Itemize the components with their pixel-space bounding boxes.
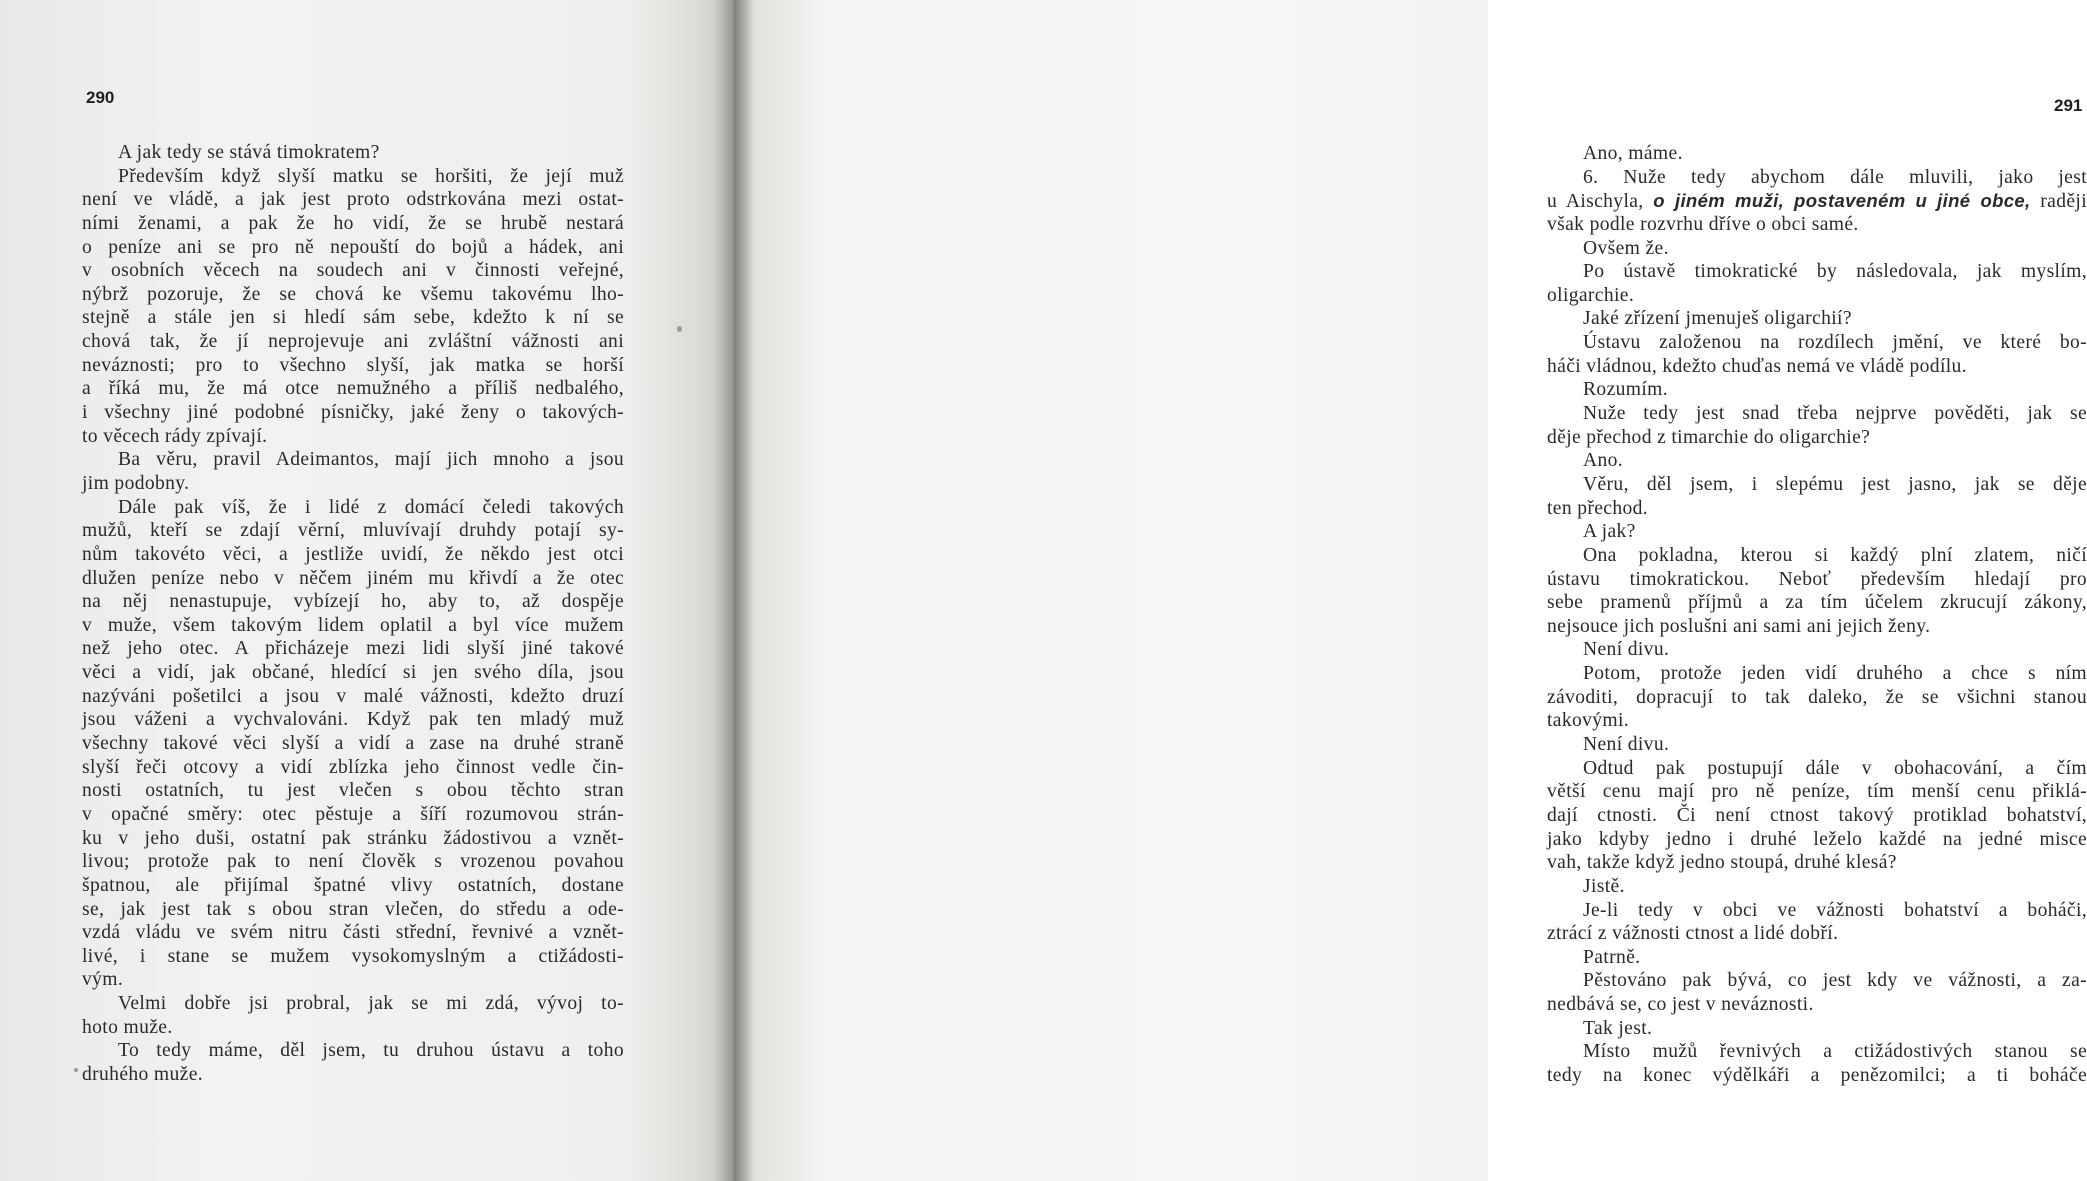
text-line: v muže, všem takovým lidem oplatil a byl více mužem xyxy=(82,614,624,636)
text-line: Pěstováno pak bývá, co jest kdy ve vážnosti, a za- xyxy=(1583,970,2087,992)
text-line: i všechny jiné podobné písničky, jaké ženy o takových- xyxy=(82,402,624,424)
text-line: Tak jest. xyxy=(1583,1017,1653,1039)
text-line: Především když slyší matku se horšiti, že její muž xyxy=(118,165,624,187)
text-line: dlužen peníze nebo v něčem jiném mu křivdí a že otec xyxy=(82,567,624,589)
right-page xyxy=(734,0,2087,1181)
text-line: Ano, máme. xyxy=(1583,143,1683,164)
paper-speck xyxy=(677,326,682,332)
text-line: ústavu timokratickou. Neboť především hledají pro xyxy=(1547,568,2087,590)
text-line: to věcech rády zpívají. xyxy=(82,425,268,447)
right-page-text xyxy=(1547,142,2087,1088)
left-page xyxy=(0,0,734,1181)
text-line: na něj nenastupuje, vybízejí ho, aby to, až dospěje xyxy=(82,591,624,613)
text-line: větší cenu mají pro ně peníze, tím menší cenu přiklá- xyxy=(1547,781,2087,803)
text-line: ten přechod. xyxy=(1547,497,1649,519)
text-line: nosti ostatních, tu jest vlečen s obou těchto stran xyxy=(82,780,624,802)
text-line: než jeho otec. A přicházeje mezi lidi slyší jiné takové xyxy=(82,638,624,660)
text-line: nazýváni pošetilci a jsou v malé vážnosti, kdežto druzí xyxy=(82,685,624,707)
text-line: hoto muže. xyxy=(82,1016,173,1038)
text-line: livou; protože pak to není člověk s vrozenou povahou xyxy=(82,851,624,873)
page-number-left: 290 xyxy=(86,88,115,107)
text-line: Po ústavě timokratické by následovala, jak myslím, xyxy=(1583,261,2087,283)
text-line: sebe pramenů příjmů a za tím účelem zkrucují zákony, xyxy=(1547,592,2087,614)
text-line: o peníze ani se pro ně nepouští do bojů a hádek, ani xyxy=(82,236,624,258)
text-line: se, jak jest tak s obou stran vlečen, do středu a ode- xyxy=(82,898,624,920)
text-line: Nuže tedy jest snad třeba nejprve pověděti, jak se xyxy=(1583,403,2087,425)
text-line: livé, i stane se mužem vysokomyslným a ctižádosti- xyxy=(82,945,624,967)
text-line: Dále pak víš, že i lidé z domácí čeledi takových xyxy=(118,496,624,518)
text-line: Patrně. xyxy=(1583,946,1641,968)
text-line: Místo mužů řevnivých a ctižádostivých stanou se xyxy=(1583,1041,2087,1063)
book-gutter-shadow xyxy=(714,0,754,1181)
text-line: háči vládnou, kdežto chuďas nemá ve vládě podílu. xyxy=(1547,355,1967,377)
text-line: v opačné směry: otec pěstuje a šíří rozumovou strán- xyxy=(82,803,624,825)
text-line: není ve vládě, a jak jest proto odstrkována mezi ostat- xyxy=(82,189,624,211)
text-line: A jak? xyxy=(1583,521,1636,543)
text-line: Není divu. xyxy=(1583,734,1670,756)
left-page-text xyxy=(82,141,624,1087)
text-line: mužů, kteří se zdají věrní, mluvívají druhdy potají sy- xyxy=(82,520,624,542)
text-line: A jak tedy se stává timokratem? xyxy=(118,142,380,163)
text-line: chová tak, že jí neprojevuje ani zvláštní vážnosti ani xyxy=(82,331,624,353)
emphasized-quote: o jiném muži, postaveném u jiné obce, xyxy=(1653,190,2031,212)
text-line: Ba věru, pravil Adeimantos, mají jich mnoho a jsou xyxy=(118,449,624,471)
text-line: stejně a stále jen si hledí sám sebe, kdežto k ní se xyxy=(82,307,624,329)
text-line: 6. Nuže tedy abychom dále mluvili, jako jest xyxy=(1583,166,2087,188)
text-line: Ústavu založenou na rozdílech jmění, ve které bo- xyxy=(1583,332,2087,354)
text-line: Jistě. xyxy=(1583,875,1625,897)
text-line: Není divu. xyxy=(1583,639,1670,661)
text-line: všechny takové věci slyší a vidí a zase na druhé straně xyxy=(82,733,624,755)
text-line: Věru, děl jsem, i slepému jest jasno, jak se děje xyxy=(1583,473,2087,495)
paper-speck xyxy=(74,1068,78,1072)
text-line: závoditi, dopracují to tak daleko, že se všichni stanou xyxy=(1547,686,2087,708)
text-line: Je-li tedy v obci ve vážnosti bohatství a boháči, xyxy=(1583,899,2087,921)
text-line: Jaké zřízení jmenuješ oligarchií? xyxy=(1583,308,1852,330)
text-line: tedy na konec výdělkáři a penězomilci; a ti boháče xyxy=(1547,1064,2087,1086)
text-line: a říká mu, že má otce nemužného a příliš nedbalého, xyxy=(82,378,624,400)
text-line: Ona pokladna, kterou si každý plní zlatem, ničí xyxy=(1583,544,2087,566)
text-line: jako kdyby jedno i druhé leželo každé na jedné misce xyxy=(1547,828,2087,850)
text-line: nýbrž pozoruje, že se chová ke všemu takovému lho- xyxy=(82,283,624,305)
text-line: Potom, protože jeden vidí druhého a chce s ním xyxy=(1583,663,2087,685)
text-line: nům takovéto věci, a jestliže uvidí, že někdo jest otci xyxy=(82,543,624,565)
text-line: oligarchie. xyxy=(1547,284,1635,306)
text-line: neváznosti; pro to všechno slyší, jak matka se horší xyxy=(82,354,624,376)
text-line: vah, takže když jedno stoupá, druhé klesá? xyxy=(1547,852,1897,874)
text-line: ztrácí z vážnosti ctnost a lidé dobří. xyxy=(1547,923,1839,945)
text-line: druhého muže. xyxy=(82,1063,203,1085)
text-line xyxy=(1547,189,2087,213)
text-line: takovými. xyxy=(1547,710,1630,732)
text-line: jim podobny. xyxy=(82,472,190,494)
text-line: To tedy máme, děl jsem, tu druhou ústavu a toho xyxy=(118,1040,624,1062)
text-line: nedbává se, co jest v neváznosti. xyxy=(1547,994,1814,1016)
page-number-right: 291 xyxy=(2054,96,2083,115)
text-line: Ano. xyxy=(1583,450,1624,472)
text-line: jsou váženi a vychvalováni. Když pak ten mladý muž xyxy=(82,709,624,731)
text-line: Odtud pak postupují dále v obohacování, a čím xyxy=(1583,757,2087,779)
text-segment: raději xyxy=(2030,191,2087,213)
text-line: věci a vidí, jak občané, hledící si jen svého díla, jsou xyxy=(82,662,624,684)
text-line: ními ženami, a pak že ho vidí, že se hrubě nestará xyxy=(82,212,624,234)
text-line: slyší řeči otcovy a vidí zblízka jeho činnost vedle čin- xyxy=(82,756,624,778)
text-line: vým. xyxy=(82,969,124,991)
text-segment: u Aischyla, xyxy=(1547,191,1654,213)
text-line: Ovšem že. xyxy=(1583,237,1669,259)
text-line: však podle rozvrhu dříve o obci samé. xyxy=(1547,213,1859,235)
text-line: vzdá vládu ve svém nitru části střední, řevnivé a vznět- xyxy=(82,922,624,944)
text-line: Velmi dobře jsi probral, jak se mi zdá, vývoj to- xyxy=(118,993,624,1015)
text-line: ku v jeho duši, ostatní pak stránku žádostivou a vznět- xyxy=(82,827,624,849)
text-line: v osobních věcech na soudech ani v činnosti veřejné, xyxy=(82,260,624,282)
text-line: Rozumím. xyxy=(1583,379,1668,401)
text-line: děje přechod z timarchie do oligarchie? xyxy=(1547,426,1871,448)
text-line: nejsouce jich poslušni ani sami ani jejich ženy. xyxy=(1547,615,1931,637)
text-line: špatnou, ale přijímal špatné vlivy ostatních, dostane xyxy=(82,874,624,896)
text-line: dají ctnosti. Či není ctnost takový protiklad bohatství, xyxy=(1547,804,2087,826)
